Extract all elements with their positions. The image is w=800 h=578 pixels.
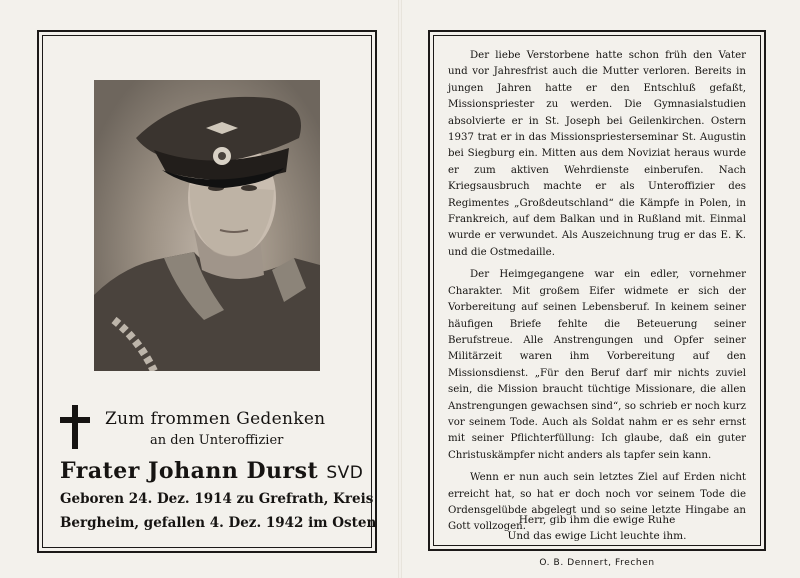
name-text: Johann Durst (148, 458, 319, 484)
portrait-photo (94, 80, 320, 371)
prayer-line: Herr, gib ihm die ewige Ruhe (518, 514, 676, 526)
deceased-name (60, 458, 364, 484)
cross-icon (60, 405, 90, 449)
biography-text (448, 48, 746, 536)
birth-details: Geboren 24. Dez. 1914 zu Grefrath, Kreis (60, 491, 374, 507)
printer-imprint: O. B. Dennert, Frechen (539, 558, 655, 568)
card-fold (398, 0, 402, 578)
prayer (448, 512, 746, 544)
death-details: Bergheim, gefallen 4. Dez. 1942 im Osten (60, 515, 377, 531)
biography-paragraph: Wenn er nun auch sein letztes Ziel auf Erden nicht erreicht hat, so hat er doch noch vor seinem Tode die Ordensgelübde abgelegt und so seine letzte Hingabe an Gott vollzogen. (448, 472, 746, 533)
biography-paragraph: Der liebe Verstorbene hatte schon früh den Vater und vor Jahresfrist auch die Mutter verloren. Bereits in jungen Jahren hatte er den Entschluß gefaßt, Missionspriester zu werden. Die Gymnasialstudien absolvierte er in St. Joseph bei Geilenkirchen. Ostern 1937 trat er in das Missionspriesterseminar St. Augustin bei Siegburg ein. Mitten aus dem Noviziat heraus wurde er zum aktiven Wehrdienste einberufen. Nach Kriegsausbruch machte er als Unteroffizier des Regimentes „Großdeutschland“ die Kämpfe in Polen, in Frankreich, auf dem Balkan und in Rußland mit. Einmal wurde er verwundet. Als Auszeichnung trug er das E. K. und die Ostmedaille. (448, 50, 746, 258)
memorial-rank: an den Unteroffizier (150, 433, 284, 448)
name-prefix: Frater (60, 458, 140, 484)
order-abbreviation: SVD (326, 463, 364, 483)
prayer-line: Und das ewige Licht leuchte ihm. (507, 530, 687, 542)
memorial-heading: Zum frommen Gedenken (105, 409, 326, 429)
biography-paragraph: Der Heimgegangene war ein edler, vornehmer Charakter. Mit großem Eifer widmete er sich der Vorbereitung auf seinen Lebensberuf. In keinem seiner häufigen Briefe fehlte die Beteuerung seiner Berufstreue. Alle Anstrengungen und Opfer seiner Militärzeit waren ihm Vorbereitung auf den Missionsdienst. „Für den Beruf darf mir nichts zuviel sein, die Mission braucht tüchtige Missionare, die allen Anstrengungen gewachsen sind“, so schrieb er noch kurz vor seinem Tode. Auch als Soldat nahm er es sehr ernst mit seiner Pflichterfüllung: Ich glaube, daß ein guter Christuskämpfer nicht anders als tapfer sein kann. (448, 269, 746, 461)
